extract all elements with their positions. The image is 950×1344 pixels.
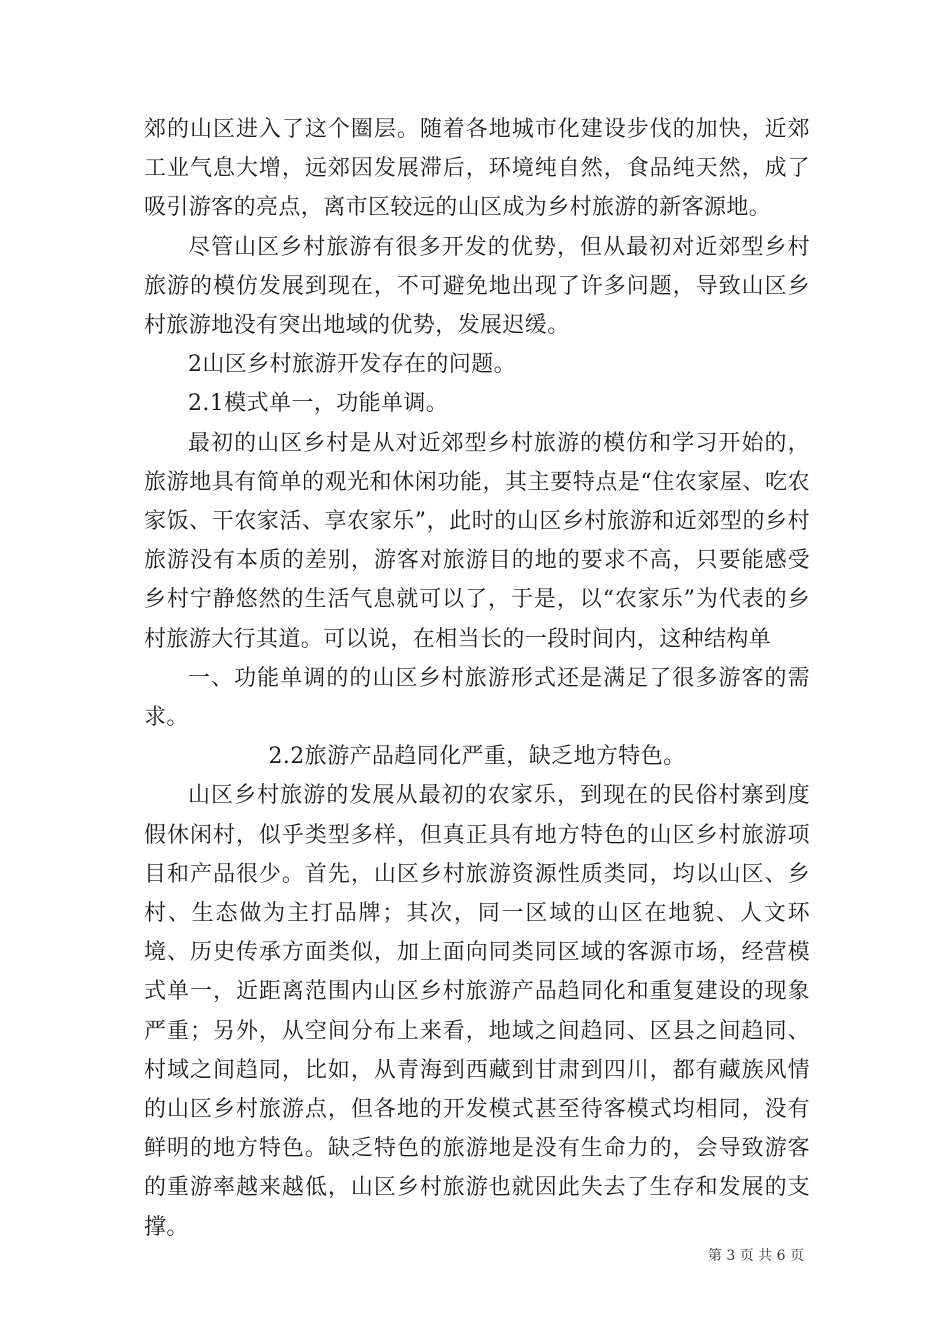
document-body bbox=[144, 110, 810, 1247]
paragraph: 一、功能单调的的山区乡村旅游形式还是满足了很多游客的需求。 bbox=[144, 665, 810, 731]
paragraph: 最初的山区乡村是从对近郊型乡村旅游的模仿和学习开始的，旅游地具有简单的观光和休闲功能，其主要特点是“住农家屋、吃农家饭、干农家活、享农家乐”，此时的山区乡村旅游和近郊型的乡村旅游没有本质的差别，游客对旅游目的地的要求不高，只要能感受乡村宁静悠然的生活气息就可以了，于是，以“农家乐”为代表的乡村旅游大行其道。可以说，在相当长的一段时间内，这种结构单 bbox=[144, 430, 810, 652]
section-heading: 2山区乡村旅游开发存在的问题。 bbox=[188, 352, 516, 378]
subsection-heading: 2.1模式单一，功能单调。 bbox=[188, 391, 449, 417]
paragraph: 山区乡村旅游的发展从最初的农家乐，到现在的民俗村寨到度假休闲村，似乎类型多样，但真正具有地方特色的山区乡村旅游项目和产品很少。首先，山区乡村旅游资源性质类同，均以山区、乡村、生态做为主打品牌；其次，同一区域的山区在地貌、人文环境、历史传承方面类似，加上面向同类同区域的客源市场，经营模式单一，近距离范围内山区乡村旅游产品趋同化和重复建设的现象严重；另外，从空间分布上来看，地域之间趋同、区县之间趋同、村域之间趋同，比如，从青海到西藏到甘肃到四川，都有藏族风情的山区乡村旅游点，但各地的开发模式甚至待客模式均相同，没有鲜明的地方特色。缺乏特色的旅游地是没有生命力的，会导致游客的重游率越来越低，山区乡村旅游也就因此失去了生存和发展的支撑。 bbox=[144, 783, 810, 1240]
subsection-heading: 2.2旅游产品趋同化严重，缺乏地方特色。 bbox=[268, 744, 686, 770]
paragraph: 郊的山区进入了这个圈层。随着各地城市化建设步伐的加快，近郊工业气息大增，远郊因发展滞后，环境纯自然，食品纯天然，成了吸引游客的亮点，离市区较远的山区成为乡村旅游的新客源地。 bbox=[144, 117, 810, 221]
page-number-footer: 第 3 页 共 6 页 bbox=[707, 1248, 804, 1264]
paragraph: 尽管山区乡村旅游有很多开发的优势，但从最初对近郊型乡村旅游的模仿发展到现在，不可避免地出现了许多问题，导致山区乡村旅游地没有突出地域的优势，发展迟缓。 bbox=[144, 234, 810, 339]
